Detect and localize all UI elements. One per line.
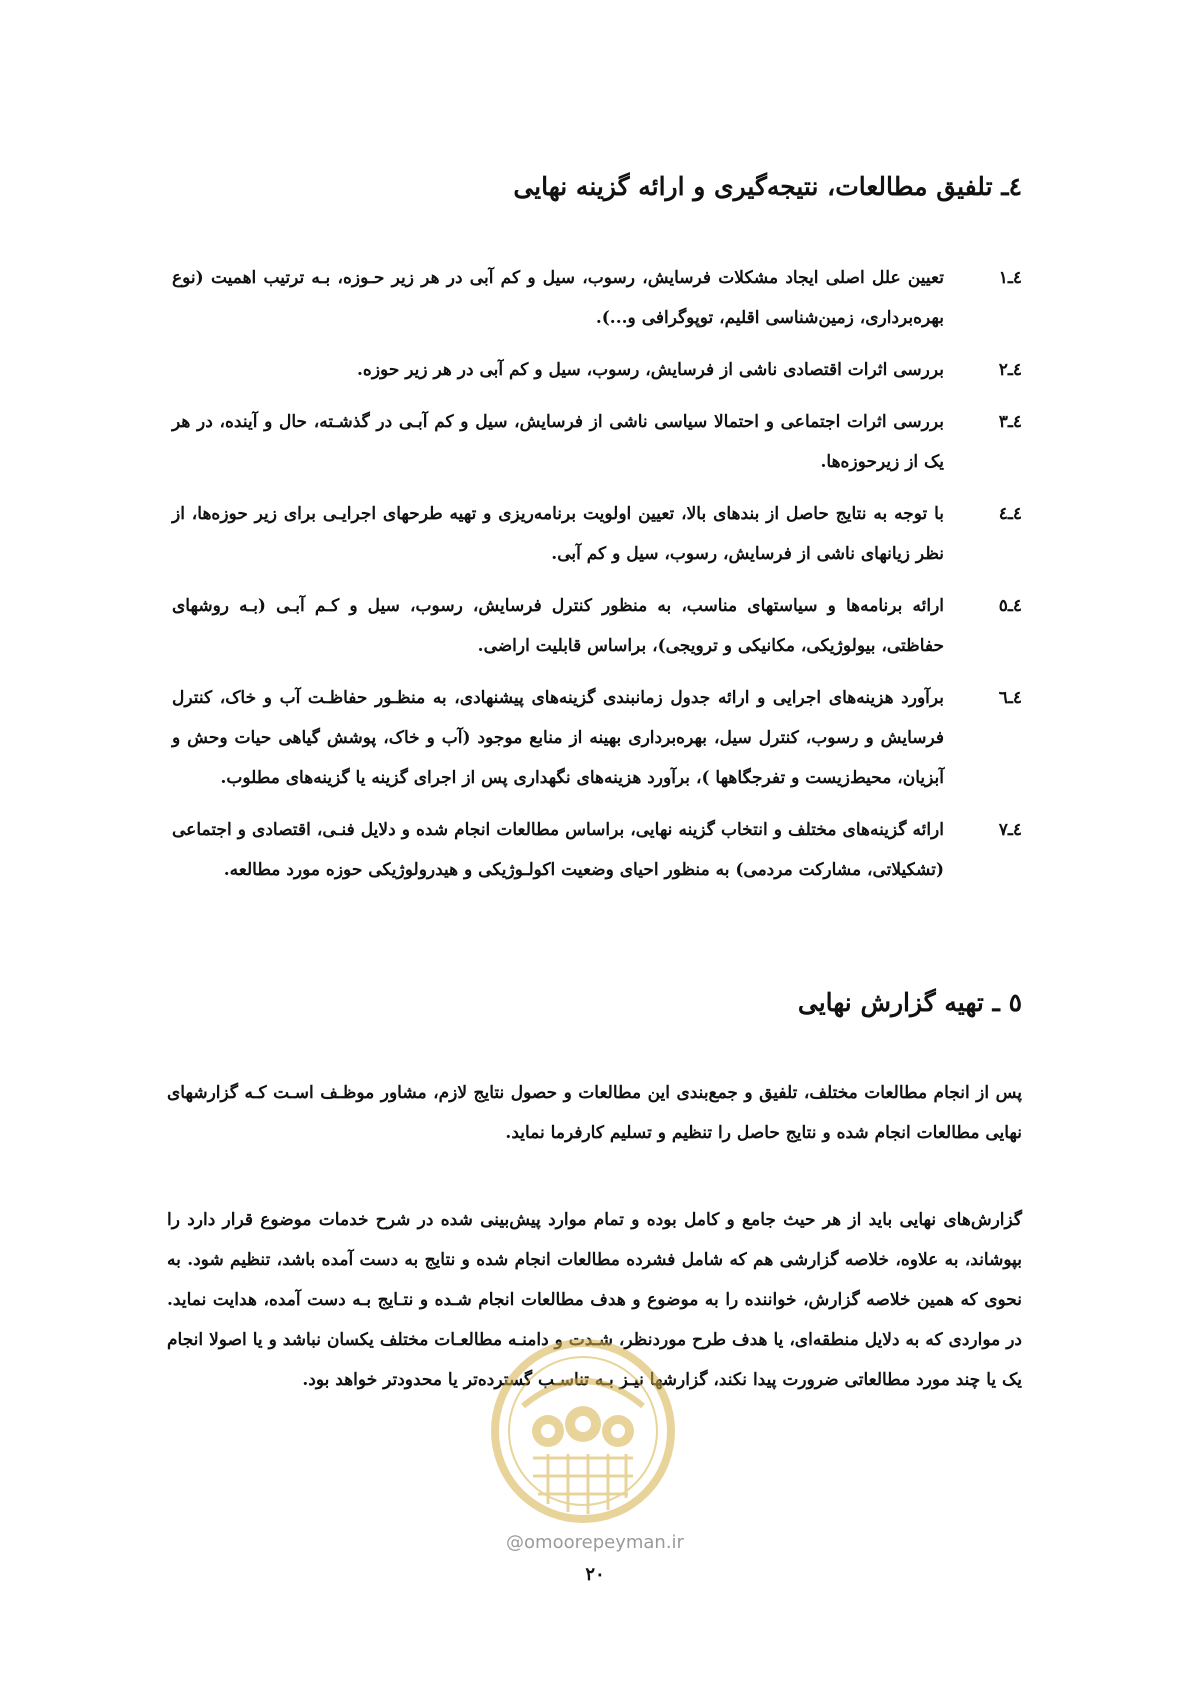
paragraph-1: پس از انجام مطالعات مختلف، تلفیق و جمع‌بندی این مطالعات و حصول نتایج لازم، مشاور موظـف اسـت کـه گزارشهای نهایی مطالعات انجام شده و نتایج حاصل را تنظیم و تسلیم کارفرما نماید. xyxy=(167,1083,1022,1143)
item-number: ٤ـ٤ xyxy=(998,504,1022,524)
paragraph-2: گزارش‌های نهایی باید از هر حیث جامع و کامل بوده و تمام موارد پیش‌بینی شده در شرح خدمات موضوع قرار دارد را بپوشاند، به علاوه، خلاصه گزارشی هم که شامل فشرده مطالعات انجام شده و نتایج به دست آمده باشد، تنظیم شود. به نحوی که همین خلاصه گزارش، خواننده را به موضوع و هدف مطالعات انجام شـده و نتـایج بـه دست آمده، هدایت نماید. در مواردی که به دلایل منطقه‌ای، یا هدف طرح موردنظر، شـدت و دامنـه مطالعـات مختلف یکسان نباشد و یا اصولا انجام یک یا چند مورد مطالعاتی ضرورت پیدا نکند، گزارشها نیـز بـه تناسـب گسترده‌تر یا محدودتر خواهد بود. xyxy=(167,1210,1022,1390)
list-item xyxy=(172,402,1022,482)
item-number: ٤ـ٥ xyxy=(998,596,1022,616)
item-number: ٤ـ٦ xyxy=(998,688,1022,708)
watermark-at-icon: @ xyxy=(506,1532,525,1553)
item-text: ارائه برنامه‌ها و سیاستهای مناسب، به منظور کنترل فرسایش، رسوب، سیل و کـم آبـی (بـه روشهای حفاظتی، بیولوژیکی، مکانیکی و ترویجی)، براساس قابلیت اراضی. xyxy=(172,596,944,656)
watermark-site-text: omoorepeyman.ir xyxy=(524,1532,684,1553)
page-number: ٢٠ xyxy=(585,1564,605,1585)
item-text: تعیین علل اصلی ایجاد مشکلات فرسایش، رسوب، سیل و کم آبی در هر زیر حـوزه، بـه ترتیب اهمیت (نوع بهره‌برداری، زمین‌شناسی اقلیم، توپوگرافی و...). xyxy=(172,268,944,328)
list-item xyxy=(172,678,1022,798)
list-item xyxy=(172,494,1022,574)
item-text: بررسی اثرات اقتصادی ناشی از فرسایش، رسوب، سیل و کم آبی در هر زیر حوزه. xyxy=(357,360,944,380)
item-number: ٤ـ١ xyxy=(998,268,1022,288)
section-4-list xyxy=(172,258,1022,902)
item-number: ٤ـ٣ xyxy=(998,412,1022,432)
item-number: ٤ـ٢ xyxy=(998,360,1022,380)
section-5-heading: ٥ ـ تهیه گزارش نهایی xyxy=(797,988,1022,1017)
list-item xyxy=(172,810,1022,890)
list-item xyxy=(172,350,1022,390)
item-text: با توجه به نتایج حاصل از بندهای بالا، تعیین اولویت برنامه‌ریزی و تهیه طرحهای اجرایـی برای زیر حوزه‌ها، از نظر زیانهای ناشی از فرسایش، رسوب، سیل و کم آبی. xyxy=(172,504,944,564)
item-number: ٤ـ٧ xyxy=(998,820,1022,840)
watermark-seal-icon xyxy=(488,1336,678,1536)
list-item xyxy=(172,586,1022,666)
section-4-heading: ٤ـ تلفیق مطالعات، نتیجه‌گیری و ارائه گزینه نهایی xyxy=(513,172,1022,201)
watermark-website xyxy=(0,1532,1190,1553)
list-item xyxy=(172,258,1022,338)
item-text: ارائه گزینه‌های مختلف و انتخاب گزینه نهایی، براساس مطالعات انجام شده و دلایل فنـی، اقتصادی و اجتماعی (تشکیلاتی، مشارکت مردمی) به منظور احیای وضعیت اکولـوژیکی و هیدرولوژیکی حوزه مورد مطالعه. xyxy=(172,820,944,880)
item-text: بررسی اثرات اجتماعی و احتمالا سیاسی ناشی از فرسایش، سیل و کم آبـی در گذشـته، حال و آینده، در هر یک از زیرحوزه‌ها. xyxy=(172,412,944,472)
item-text: برآورد هزینه‌های اجرایی و ارائه جدول زمانبندی گزینه‌های پیشنهادی، به منظـور حفاظـت آب و خاک، کنترل فرسایش و رسوب، کنترل سیل، بهره‌برداری بهینه از منابع موجود (آب و خاک، پوشش گیاهی حیات وحش و آبزیان، محیط‌زیست و تفرجگاهها )، برآورد هزینه‌های نگهداری پس از اجرای گزینه یا گزینه‌های مطلوب. xyxy=(172,688,944,788)
